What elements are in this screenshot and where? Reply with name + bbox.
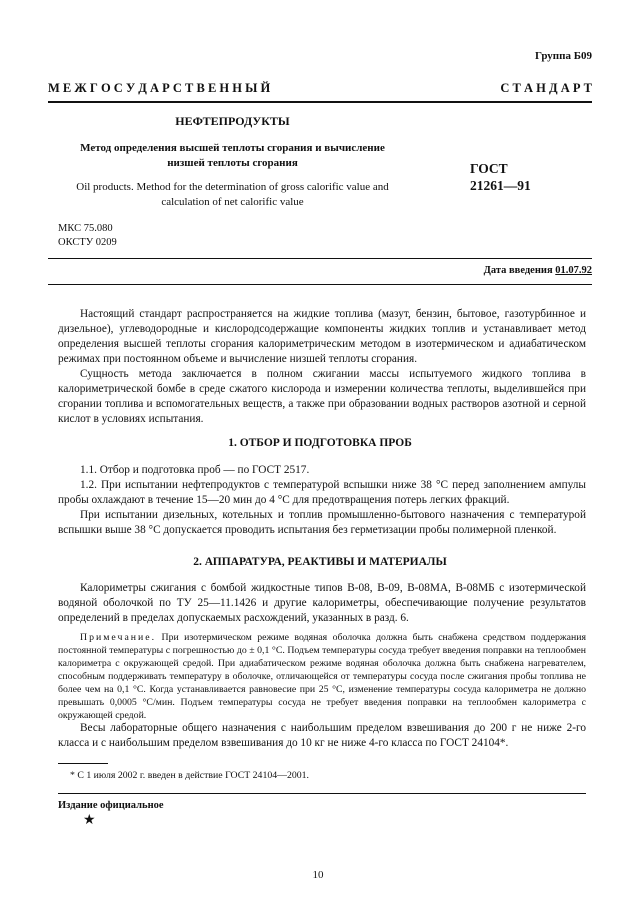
document-subtitle: Метод определения высшей теплоты сгорания и вычисление низшей теплоты сгорания (80, 142, 385, 169)
section-1-heading: 1. ОТБОР И ПОДГОТОВКА ПРОБ (228, 437, 412, 449)
section-2-scales (58, 721, 586, 751)
star-icon: ★ (83, 812, 96, 828)
gost-label: ГОСТ (470, 161, 508, 176)
effective-date-label: Дата введения (483, 265, 553, 276)
calorimeters-paragraph: Калориметры сжигания с бомбой жидкостные типов В-08, В-09, В-08МА, В-08МБ с изотермической водяной оболочкой по ТУ 25—11.1426 и другие калориметры, обеспечивающие получение результатов определений в пределах допускаемых расхождений, указанных в разд. 6. (58, 582, 586, 624)
footer-rule (58, 793, 586, 794)
scales-paragraph: Весы лабораторные общего назначения с наибольшим пределом взвешивания до 200 г не ниже 2-го класса и с наибольшим пределом взвешивания до 10 кг не ниже 4-го класса по ГОСТ 24104*. (58, 722, 586, 749)
gost-number: 21261—91 (470, 178, 531, 193)
intro-paragraph-2: Сущность метода заключается в полном сжигании массы испытуемого жидкого топлива в калориметрической бомбе в среде сжатого кислорода и измерении количества теплоты, выделившейся при сгорании топлива и вспомогательных веществ, а также при образовании водных растворов азотной и серной кислот в условиях испытания. (58, 368, 586, 425)
classification-codes (58, 222, 117, 250)
header-rule (48, 101, 592, 103)
official-edition-label: Издание официальное (58, 800, 164, 811)
okstu-code: ОКСТУ 0209 (58, 237, 117, 248)
note-text: При изотермическом режиме водяная оболочка должна быть снабжена средством поддержания постоянной температуры с погрешностью до ± 0,1 °С. Подъем температуры сосуда требует введения поправки на теплообмен калориметра с окружающей средой. При адиабатическом режиме водяная оболочка должна быть снабжена нагревателем, способным поддерживать температуру в оболочке, отличающейся от температуры сосуда после сжигания пробы топлива не более чем на 0,1 °С. Когда устанавливается равновесие при 25 °С, изменение температуры сосуда калориметра не должно превышать 0,0005 °С/мин. Подъем температуры сосуда не требует введения поправки на теплообмен калориметра с окружающей средой. (58, 632, 586, 721)
group-code: Группа Б09 (535, 50, 592, 62)
section-1-text (58, 463, 586, 538)
effective-date-value: 01.07.92 (555, 265, 592, 276)
intro-paragraph-1: Настоящий стандарт распространяется на жидкие топлива (мазут, бензин, бытовое, газотурбинное и дизельное), углеводородные и кислородсодержащие компоненты жидких топлив и устанавливает метод определения высшей теплоты сгорания калориметрическим методом в изотермическом и адиабатическом режимах при постоянном объеме и вычисление низшей теплоты сгорания. (58, 308, 586, 365)
effective-date (484, 265, 592, 276)
date-rule-top (48, 258, 592, 259)
section-2-heading: 2. АППАРАТУРА, РЕАКТИВЫ И МАТЕРИАЛЫ (193, 556, 447, 568)
note-label: Примечание. (80, 632, 157, 643)
banner-right: С Т А Н Д А Р Т (500, 81, 592, 95)
banner-left: М Е Ж Г О С У Д А Р С Т В Е Н Н Ы Й (48, 81, 271, 95)
page-number: 10 (312, 869, 324, 881)
footnote: * С 1 июля 2002 г. введен в действие ГОСТ 24104—2001. (70, 770, 309, 781)
clause-1-1: 1.1. Отбор и подготовка проб — по ГОСТ 2517. (80, 464, 310, 476)
clause-1-2-continued: При испытании дизельных, котельных и топлив промышленно-бытового назначения с температурой вспышки выше 38 °С допускается проводить испытания без герметизации пробы полимерной пленкой. (58, 509, 586, 536)
date-rule-bottom (48, 284, 592, 285)
gost-designation (470, 160, 531, 194)
section-2-calorimeters (58, 581, 586, 626)
standard-banner (48, 81, 592, 96)
mks-code: МКС 75.080 (58, 223, 113, 234)
document-title: НЕФТЕПРОДУКТЫ (175, 114, 290, 128)
clause-1-2: 1.2. При испытании нефтепродуктов с температурой вспышки ниже 38 °С перед заполнением ампулы пробы охлаждают в течение 15—20 мин до 4 °С для предотвращения потерь легких фракций. (58, 479, 586, 506)
intro-text (58, 307, 586, 427)
english-title: Oil products. Method for the determination of gross calorific value and calculation of net calorific value (76, 181, 389, 208)
note-block (58, 631, 586, 722)
footnote-rule (58, 763, 108, 764)
